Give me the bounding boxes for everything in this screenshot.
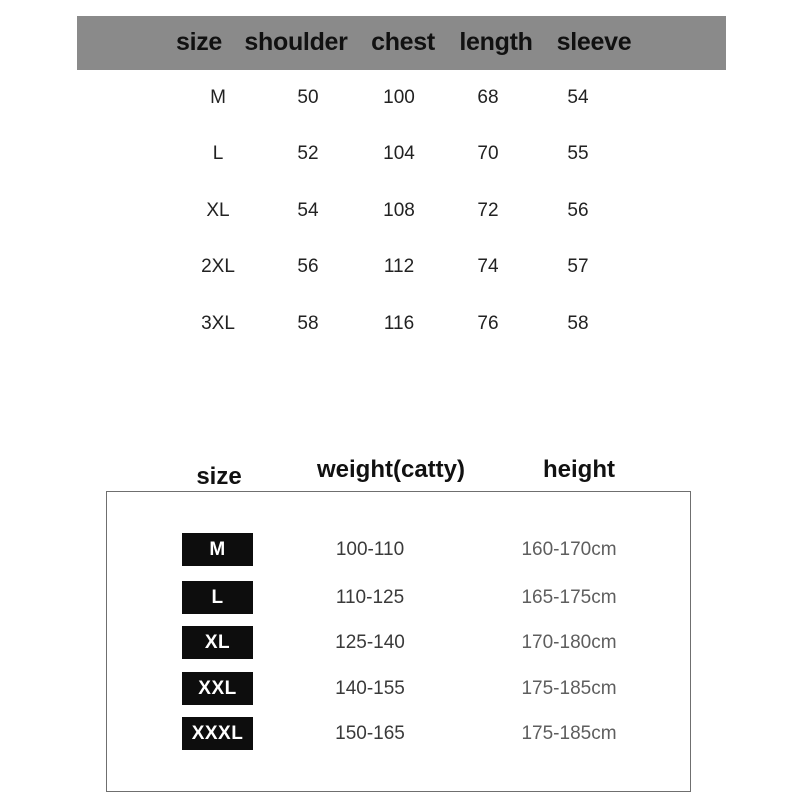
fit-header-weight: weight(catty) xyxy=(316,456,466,483)
table-row xyxy=(0,581,800,615)
table-row xyxy=(0,200,800,230)
table-row xyxy=(0,626,800,660)
cell-shoulder: 58 xyxy=(297,313,319,334)
cell-height: 165-175cm xyxy=(521,587,617,608)
table-row xyxy=(0,717,800,751)
cell-length: 76 xyxy=(477,313,499,334)
cell-height: 170-180cm xyxy=(521,632,617,653)
header-size: size xyxy=(175,28,223,56)
cell-sleeve: 55 xyxy=(567,143,589,164)
cell-height: 175-185cm xyxy=(521,678,617,699)
measurement-table-header xyxy=(77,16,726,70)
header-shoulder: shoulder xyxy=(244,28,348,56)
cell-shoulder: 50 xyxy=(297,87,319,108)
cell-chest: 112 xyxy=(383,256,415,277)
cell-height: 175-185cm xyxy=(521,723,617,744)
table-row xyxy=(0,313,800,343)
cell-sleeve: 56 xyxy=(567,200,589,221)
table-row xyxy=(0,672,800,706)
cell-sleeve: 57 xyxy=(567,256,589,277)
cell-chest: 104 xyxy=(383,143,415,164)
cell-weight: 100-110 xyxy=(335,539,405,560)
cell-length: 68 xyxy=(477,87,499,108)
table-row xyxy=(0,256,800,286)
fit-header-size: size xyxy=(196,463,242,490)
cell-length: 74 xyxy=(477,256,499,277)
cell-weight: 125-140 xyxy=(335,632,405,653)
cell-size: L xyxy=(212,143,224,164)
header-sleeve: sleeve xyxy=(556,28,632,56)
cell-sleeve: 58 xyxy=(567,313,589,334)
header-length: length xyxy=(459,28,533,56)
cell-shoulder: 56 xyxy=(297,256,319,277)
table-row xyxy=(0,87,800,117)
cell-size: 2XL xyxy=(201,256,235,277)
table-row xyxy=(0,533,800,567)
table-row xyxy=(0,143,800,173)
size-badge: XXXL xyxy=(182,717,253,750)
cell-weight: 140-155 xyxy=(335,678,405,699)
cell-size: 3XL xyxy=(201,313,235,334)
cell-weight: 110-125 xyxy=(335,587,405,608)
fit-header-height: height xyxy=(543,456,615,483)
cell-chest: 116 xyxy=(383,313,415,334)
size-badge: XL xyxy=(182,626,253,659)
cell-length: 70 xyxy=(477,143,499,164)
size-badge: L xyxy=(182,581,253,614)
size-badge: M xyxy=(182,533,253,566)
cell-shoulder: 54 xyxy=(297,200,319,221)
cell-sleeve: 54 xyxy=(567,87,589,108)
cell-weight: 150-165 xyxy=(335,723,405,744)
header-chest: chest xyxy=(371,28,435,56)
cell-chest: 108 xyxy=(383,200,415,221)
cell-height: 160-170cm xyxy=(521,539,617,560)
cell-length: 72 xyxy=(477,200,499,221)
size-badge: XXL xyxy=(182,672,253,705)
cell-size: XL xyxy=(206,200,230,221)
cell-shoulder: 52 xyxy=(297,143,319,164)
cell-size: M xyxy=(210,87,226,108)
cell-chest: 100 xyxy=(383,87,415,108)
